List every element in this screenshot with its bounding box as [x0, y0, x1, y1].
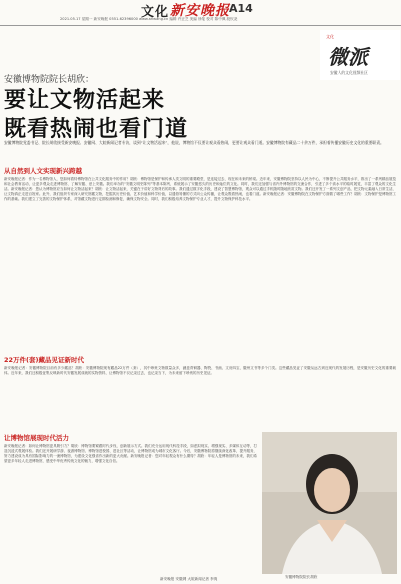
brand-name: 微派	[328, 45, 368, 69]
subheading-1: 从自然到人文实现新兴跨越	[4, 167, 82, 175]
subheading-2: 22万件(套)藏品见证新时代	[4, 356, 84, 364]
subheading-3: 让博物馆展现时代活力	[4, 434, 69, 442]
article-byline: 新安晚报 安徽网 大皖新闻记者 李爽	[160, 577, 218, 581]
article-intro: 安徽博物院党委书记、院长胡欣接受新安晚报、安徽网、大皖新闻记者专访，谈到“让文物活起来”，他说，博物馆不仅要让观众看热闹，更要让观众看门道。安徽博物院有藏品二十余万件，承担着传播安徽历史文化的重要职责。	[4, 140, 384, 145]
issue-line: 2021.05.17 星期一 新安晚报 0551-62396000 www.ahwang.cn 编辑 许正芝 美编 徐斐 校对 陈中佩 段钦尧	[60, 17, 238, 21]
article-body-c: 新安晚报记者：如何让博物馆更具吸引力？胡欣：博物馆要紧跟时代步伐，创新展示方式。我们充分运用现代科技手段，如虚拟现实、增强现实、多媒体互动等，打造沉浸式观展体验。我们还开展研学游、夜游博物馆、博物馆进校园、进社区等活动，让博物馆成为城市文化客厅。今后，安徽博物院将继续深化改革，提升服务，努力建设成为具有国际影响力的一流博物馆，为建设文化强省作出新的更大贡献。新安晚报记者：您对年轻观众有什么期待？胡欣：年轻人是博物馆的未来，我们希望更多年轻人走进博物馆，感受中华优秀传统文化的魅力，增强文化自信。	[4, 444, 257, 463]
masthead-rule	[0, 25, 401, 26]
lead-label: 安徽博物院院长胡欣：	[4, 75, 95, 85]
weixin-brand-badge	[320, 30, 400, 80]
page-number: A14	[229, 2, 253, 15]
section-title: 文化	[141, 5, 170, 20]
portrait-illustration	[262, 432, 397, 574]
masthead	[0, 0, 401, 27]
brand-top-label: 文化	[326, 34, 334, 39]
brand-subtitle: 安徽人的文化视频社区	[330, 70, 368, 75]
paper-name: 新安晚报	[170, 3, 230, 19]
headline-line-1: 要让文物活起来	[4, 87, 166, 113]
article-body-b: 新安晚报记者：安徽博物院目前有多少藏品？胡欣：安徽博物院现有藏品22万件（套），其中珍贵文物数量众多，涵盖青铜器、陶瓷、书画、文房四宝、徽州文书等多个门类。这些藏品见证了安徽从远古到近现代的发展历程，是安徽历史文化的重要载体。近年来，我们还积极征集反映新时代安徽发展成就的实物资料，让博物馆不仅记录过去，也记录当下，为未来留下珍贵的历史见证。	[4, 366, 396, 375]
article-body-a: 新安晚报记者：作为一名博物馆人，您如何看待博物馆在公共文化服务中的作用？胡欣：博物馆是保护和传承人类文明的重要殿堂，是连接过去、现在和未来的桥梁。近年来，安徽博物院坚持以人民为中心，不断提升公共服务水平，推出了一系列精品展览和社会教育活动，让更多观众走进博物馆、了解安徽、爱上安徽。我们举办的“安徽文明史陈列”等基本陈列，系统展示了安徽悠久的历史和灿烂的文化。同时，我们还加强与省内外博物馆的交流合作，引进了多个高水平的临时展览，丰富了观众的文化生活。新安晚报记者：您认为博物馆应当如何让文物活起来？胡欣：让文物活起来，关键在于讲好文物背后的故事。我们通过数字化手段，建设了智慧博物馆，观众可以通过手机随时随地欣赏文物。我们还开发了一系列文创产品，把文物元素融入日常生活，让文物真正走进百姓家。此外，我们组织专家深入研究馆藏文物，挖掘其历史价值、艺术价值和科学价值，以通俗易懂的方式向公众传播，让观众既看热闹，也看门道。新安晚报记者：安徽博物院在文物保护方面做了哪些工作？胡欣：文物保护是博物馆工作的基础。我们建立了完善的文物保护体系，对馆藏文物进行定期检测和修复，确保文物安全。同时，我们积极培养文物保护专业人才，提升文物保护科技水平。	[4, 177, 396, 201]
headline-line-2: 既看热闹也看门道	[4, 116, 189, 142]
portrait-photo	[262, 432, 397, 574]
photo-caption: 安徽博物院院长胡欣	[285, 575, 318, 579]
